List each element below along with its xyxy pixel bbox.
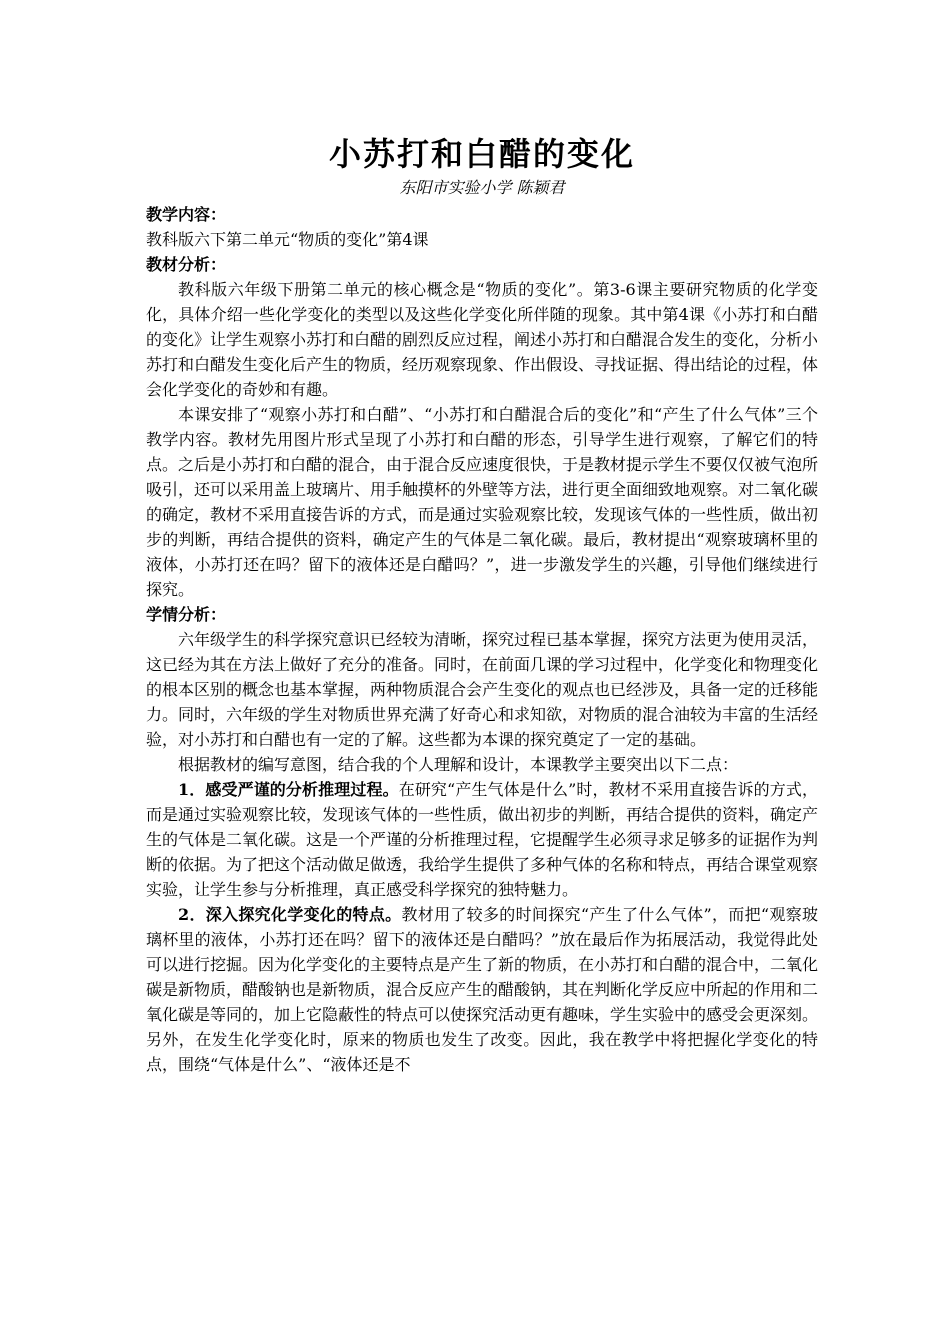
students-paragraph-1: 六年级学生的科学探究意识已经较为清晰，探究过程已基本掌握，探究方法更为使用灵活，这已经为其在方法上做好了充分的准备。同时，在前面几课的学习过程中，化学变化和物理变化的根本区别的概念也基本掌握，两种物质混合会产生变化的观点也已经涉及，具备一定的迁移能力。同时，六年级的学生对物质世界充满了好奇心和求知欲，对物质的混合油较为丰富的生活经验，对小苏打和白醋也有一定的了解。这些都为本课的探究奠定了一定的基础。 [146, 630, 819, 749]
content-text: 教科版六下第二单元“物质的变化”第4课 [146, 230, 429, 249]
point-2-text: 教材用了较多的时间探究“产生了什么气体”，而把“观察玻璃杯里的液体，小苏打还在吗？留下的液体还是白醋吗？”放在最后作为拓展活动，我觉得此处可以进行挖掘。因为化学变化的主要特点是产生了新的物质，在小苏打和白醋的混合中，二氧化碳是新物质，醋酸钠也是新物质，混合反应产生的醋酸钠，其在判断化学反应中所起的作用和二氧化碳是等同的，加上它隐蔽性的特点可以使探究活动更有趣味，学生实验中的感受会更深刻。另外，在发生化学变化时，原来的物质也发生了改变。因此，我在教学中将把握化学变化的特点，围绕“气体是什么”、“液体还是不 [146, 905, 819, 1074]
document-page [146, 132, 818, 1077]
material-paragraph-1: 教科版六年级下册第二单元的核心概念是“物质的变化”。第3-6课主要研究物质的化学变化，具体介绍一些化学变化的类型以及这些化学变化所伴随的现象。其中第4课《小苏打和白醋的变化》让学生观察小苏打和白醋的剧烈反应过程，阐述小苏打和白醋混合发生的变化，分析小苏打和白醋发生变化后产生的物质，经历观察现象、作出假设、寻找证据、得出结论的过程，体会化学变化的奇妙和有趣。 [146, 280, 819, 399]
students-paragraph-2: 根据教材的编写意图，结合我的个人理解和设计，本课教学主要突出以下二点： [178, 755, 739, 774]
point-2-paragraph [146, 902, 818, 1077]
section-heading-students: 学情分析： [146, 605, 227, 624]
document-title: 小苏打和白醋的变化 [328, 135, 635, 173]
section-heading-material: 教材分析： [146, 255, 227, 274]
point-2-lead: 2．深入探究化学变化的特点。 [178, 905, 402, 924]
point-1-paragraph [146, 777, 818, 902]
section-heading-content: 教学内容： [146, 205, 227, 224]
point-1-text: 在研究“产生气体是什么”时，教材不采用直接告诉的方式，而是通过实验观察比较，发现该气体的一些性质，做出初步的判断，再结合提供的资料，确定产生的气体是二氧化碳。这是一个严谨的分析推理过程，它提醒学生必须寻求足够多的证据作为判断的依据。为了把这个活动做足做透，我给学生提供了多种气体的名称和特点，再结合课堂观察实验，让学生参与分析推理，真正感受科学探究的独特魅力。 [146, 780, 819, 899]
material-paragraph-2: 本课安排了“观察小苏打和白醋”、“小苏打和白醋混合后的变化”和“产生了什么气体”三个教学内容。教材先用图片形式呈现了小苏打和白醋的形态，引导学生进行观察，了解它们的特点。之后是小苏打和白醋的混合，由于混合反应速度很快，于是教材提示学生不要仅仅被气泡所吸引，还可以采用盖上玻璃片、用手触摸杯的外壁等方法，进行更全面细致地观察。对二氧化碳的确定，教材不采用直接告诉的方式，而是通过实验观察比较，发现该气体的一些性质，做出初步的判断，再结合提供的资料，确定产生的气体是二氧化碳。最后，教材提出“观察玻璃杯里的液体，小苏打还在吗？留下的液体还是白醋吗？”，进一步激发学生的兴趣，引导他们继续进行探究。 [146, 405, 819, 599]
point-1-lead: 1．感受严谨的分析推理过程。 [178, 780, 399, 799]
author-line: 东阳市实验小学 陈颖君 [399, 178, 565, 197]
